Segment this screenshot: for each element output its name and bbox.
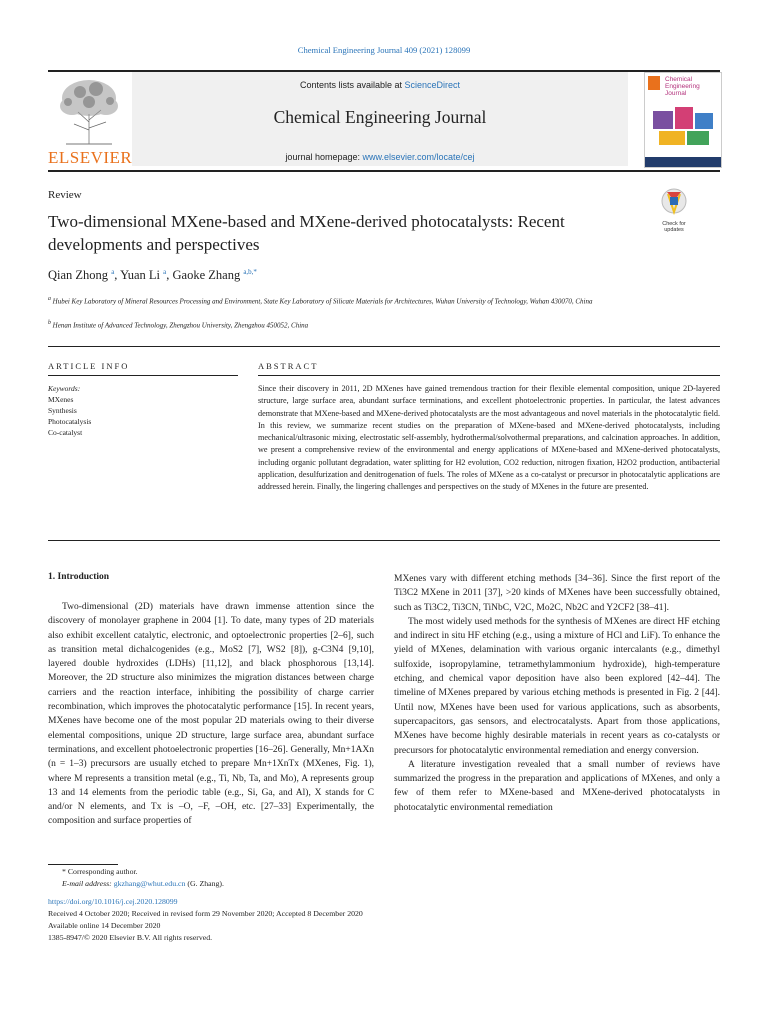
keyword: MXenes <box>48 395 74 404</box>
crossmark-icon <box>652 188 696 216</box>
received-dates: Received 4 October 2020; Received in revised form 29 November 2020; Accepted 8 December 2020 <box>48 909 363 918</box>
intro-paragraph-1: Two-dimensional (2D) materials have drawn immense attention since the discovery of monolayer graphene in 2004 [1]. To date, many types of 2D materials also exhibit excellent catalytic, electronic, and optoelectronic properties [2–6], such as transition metal dichalcogenides (e.g., MoS2 [7], WS2 [8]), g-C3N4 [9,10], layered double hydroxides (LDHs) [11,12], and black phosphorous [13,14]. Moreover, the 2D structure also minimizes the migration distances between charge carriers and the reaction interface, inhibiting the possibility of charge carrier recombination, which improves the photocatalytic performance [15]. In recent years, MXenes have become one of the most popular 2D materials owing to their diverse elemental compositions, unique 2D structure, large surface area, abundant surface terminations, and excellent photoelectronic properties [16–26]. Generally, Mn+1AXn (n = 1–3) precursors are usually etched to prepare Mn+1XnTx (MXenes, Fig. 1), where M represents a transition metal (e.g., Ti, Nb, Ta, and Mo), A represents group 13 and 14 elements from the periodic table (e.g., Si, Ga, and Al), X stands for C and/or N elements, and Tx is –O, –F, –OH, etc. [27–33] Experimentally, the composition and surface properties of <box>48 602 374 827</box>
contents-line <box>132 80 628 90</box>
keyword: Synthesis <box>48 406 77 415</box>
elsevier-tree-icon <box>54 74 124 146</box>
corresponding-text: Corresponding author. <box>67 867 138 876</box>
abstract-rule <box>258 375 720 376</box>
author-affiliation-marker[interactable]: a <box>163 268 167 276</box>
cover-title <box>665 76 700 97</box>
journal-cover-image <box>644 72 722 168</box>
journal-title: Chemical Engineering Journal <box>273 107 487 127</box>
sciencedirect-link[interactable]: ScienceDirect <box>404 80 461 90</box>
footnote-rule <box>48 864 118 865</box>
author-affiliation-marker[interactable]: a,b,* <box>243 268 257 276</box>
contents-prefix: Contents lists available at <box>299 80 405 90</box>
corresponding-marker: * <box>62 867 66 876</box>
intro-paragraph-2: The most widely used methods for the synthesis of MXenes are direct HF etching and indirect in situ HF etching (e.g., using a mixture of HCl and LiF). To enhance the yield of MXenes, delamination with various organic intercalants (e.g., dimethyl sulfoxide, isopropylamine, tetramethylammonium hydroxide), high-temperature etching, and chemical vapor deposition have also been explored [42–44]. The timeline of MXenes prepared by various etching methods is presented in Fig. 2 [44]. Until now, MXenes have been used for various applications, such as absorbents, supercapacitors, gas sensors, and electrocatalysts. Apart from those applications, MXenes have become highly desirable materials in recent years as co-catalysts or precursors for photocatalytic environmental remediation and energy conversion. <box>394 616 720 756</box>
keywords-label: Keywords: <box>48 384 81 393</box>
info-rule <box>48 375 238 376</box>
abstract-text: Since their discovery in 2011, 2D MXenes have gained tremendous traction for their flexible elemental composition, unique 2D-layered structure, large surface area, abundant surface terminations, and excellent photoelectronic properties. In particular, the latest advances demonstrate that MXene-based and MXene-derived photocatalysts are the most advantageous and novel materials in the photocatalytic field. In this review, we summarize recent studies on the preparation of MXene-based and MXene-derived photocatalysts, including mechanical/ultrasonic mixing, electrostatic self-assembly, hydrothermal/solvothermal preparations, and calcination approaches. In addition, we present a comprehensive review of the environmental and energy applications of MXene-based and MXene-derived photocatalysts, including organic pollutant degradation, water splitting for H2 evolution, CO2 reduction, nitrogen fixation, H2O2 production, antibacterial application, desulfurization and denitrogenation of fuels. The roles of MXene as a co-catalyst or precursor in photocatalytic applications are addressed herein. Finally, the lingering challenges and perspectives on the study of MXenes in the future are presented. <box>258 384 720 492</box>
email-suffix: (G. Zhang). <box>187 879 224 888</box>
affiliation-marker: b <box>48 320 51 326</box>
affiliation-marker: a <box>48 296 51 302</box>
crossmark-label-2: updates <box>664 227 684 233</box>
abstract-bottom-rule <box>48 540 720 541</box>
affiliation-b <box>48 318 720 331</box>
doi-link[interactable]: https://doi.org/10.1016/j.cej.2020.128099 <box>48 897 178 906</box>
homepage-prefix: journal homepage: <box>285 152 363 162</box>
homepage-link[interactable]: www.elsevier.com/locate/cej <box>362 152 475 162</box>
footnotes <box>48 866 720 944</box>
elsevier-logo <box>48 72 133 167</box>
cover-title-line-3: Journal <box>665 90 687 97</box>
cover-title-line-2: Engineering <box>665 83 700 90</box>
publisher-wordmark: ELSEVIER <box>48 148 133 167</box>
crossmark-label-1: Check for <box>662 221 686 227</box>
affiliation-a <box>48 294 720 307</box>
right-column <box>394 572 720 815</box>
intro-paragraph-3: A literature investigation revealed that a small number of reviews have summarized the progress in the preparation and applications of MXenes, and only a few of them refer to MXene-based and MXene-derived photocatalysts in photocatalytic environmental remediation <box>394 759 720 813</box>
article-info-heading: ARTICLE INFO <box>48 361 130 371</box>
email-link[interactable]: gkzhang@whut.edu.cn <box>113 879 186 888</box>
keyword: Co-catalyst <box>48 428 83 437</box>
info-top-rule <box>48 346 720 347</box>
check-for-updates-button[interactable] <box>652 188 696 233</box>
email-note <box>48 878 720 890</box>
author-name[interactable]: Qian Zhong <box>48 268 109 283</box>
article-title: Two-dimensional MXene-based and MXene-derived photocatalysts: Recent developments and perspectives <box>48 212 565 254</box>
keywords-block <box>48 383 91 438</box>
left-column <box>48 600 374 829</box>
author-list: Qian Zhong $^a$, Yuan Li $^a$, Gaoke Zhang $^{a,b,*}$ <box>48 268 257 283</box>
running-head[interactable]: Chemical Engineering Journal 409 (2021) 128099 <box>297 45 471 55</box>
cover-title-line-1: Chemical <box>665 76 693 83</box>
keyword: Photocatalysis <box>48 417 92 426</box>
author-name[interactable]: Yuan Li <box>120 268 161 283</box>
journal-homepage <box>132 152 628 162</box>
author-affiliation-marker[interactable]: a <box>111 268 115 276</box>
available-online: Available online 14 December 2020 <box>48 921 161 930</box>
corresponding-author-note <box>48 866 720 878</box>
affiliation-b-text: Henan Institute of Advanced Technology, Zhengzhou University, Zhengzhou 450052, China <box>52 321 309 330</box>
abstract-heading: ABSTRACT <box>258 361 319 371</box>
intro-paragraph-continued: MXenes vary with different etching methods [34–36]. Since the first report of the Ti3C2 MXene in 2011 [37], >20 kinds of MXenes have been successfully obtained, such as Ti3C2, Ti3CN, TiNbC, V2C, Mo2C, Nb2C and Y2CF2 [38–41]. <box>394 574 720 613</box>
email-label: E-mail address: <box>62 879 112 888</box>
copyright: 1385-8947/© 2020 Elsevier B.V. All rights reserved. <box>48 933 213 942</box>
introduction-heading: 1. Introduction <box>48 572 110 582</box>
article-type: Review <box>48 189 82 201</box>
affiliation-a-text: Hubei Key Laboratory of Mineral Resources Processing and Environment, State Key Laboratory of Silicate Materials for Architectures, Wuhan University of Technology, Wuhan 430070, China <box>52 297 593 306</box>
masthead-bottom-rule <box>48 170 720 172</box>
author-name[interactable]: Gaoke Zhang <box>172 268 241 283</box>
